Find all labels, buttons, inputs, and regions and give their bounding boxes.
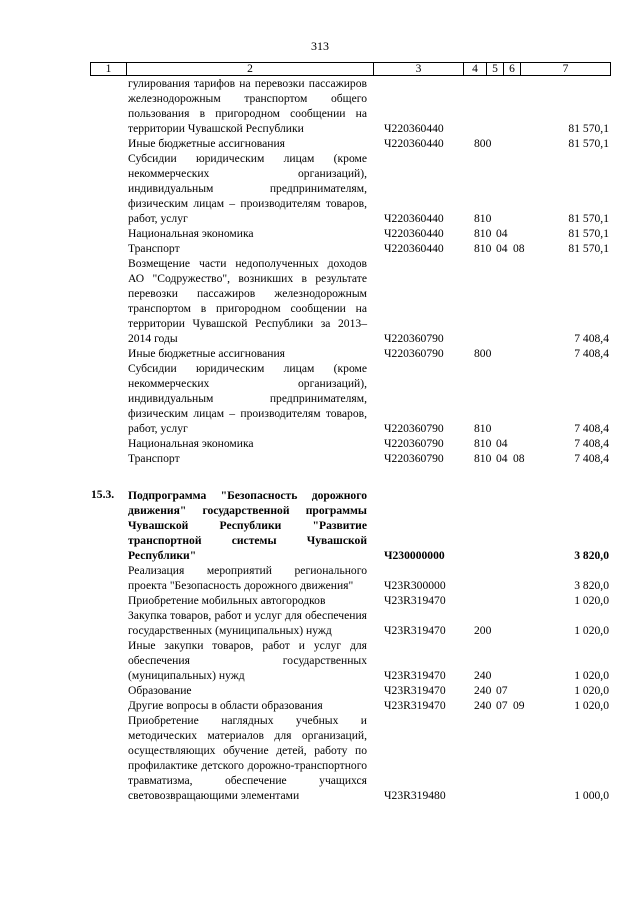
expense-type-code: 810: [474, 242, 492, 255]
amount: 81 570,1: [568, 122, 609, 135]
table-row: [0, 151, 640, 226]
row-description: Транспорт: [128, 452, 180, 465]
target-article-code: Ч23R319470: [384, 699, 446, 712]
row-description: Подпрограмма "Безопасность дорожного движения" государственной программы Чувашской Республики "Развитие транспортной системы Чувашской Республики": [128, 489, 367, 562]
amount: 3 820,0: [574, 549, 609, 562]
row-description: Приобретение мобильных автогородков: [128, 594, 326, 607]
amount: 81 570,1: [568, 212, 609, 225]
expense-type-code: 240: [474, 699, 492, 712]
expense-type-code: 810: [474, 437, 492, 450]
row-description: Транспорт: [128, 242, 180, 255]
target-article-code: Ч23R319470: [384, 669, 446, 682]
amount: 81 570,1: [568, 137, 609, 150]
expense-type-code: 240: [474, 684, 492, 697]
table-row: [0, 683, 640, 698]
target-article-code: Ч220360790: [384, 332, 444, 345]
table-row: [0, 241, 640, 256]
table-row: [0, 346, 640, 361]
amount: 7 408,4: [574, 422, 609, 435]
target-article-code: Ч220360440: [384, 137, 444, 150]
expense-type-code: 800: [474, 347, 492, 360]
amount: 1 000,0: [574, 789, 609, 802]
table-row: [0, 436, 640, 451]
table-row: [0, 593, 640, 608]
section-code: 07: [496, 684, 508, 697]
row-number: 15.3.: [91, 488, 115, 501]
expense-type-code: 810: [474, 422, 492, 435]
amount: 7 408,4: [574, 437, 609, 450]
row-description: Национальная экономика: [128, 437, 254, 450]
subsection-code: 08: [513, 452, 525, 465]
expense-type-code: 810: [474, 212, 492, 225]
section-code: 07: [496, 699, 508, 712]
table-row: [0, 451, 640, 466]
target-article-code: Ч23R319470: [384, 594, 446, 607]
table-row: [0, 361, 640, 436]
row-description: Возмещение части недополученных доходов АО "Содружество", возникших в результате перевозки пассажиров железнодорожным транспортом в пригородном сообщении на территории Чувашской Республики за 2013–2014 годы: [128, 257, 367, 345]
column-header-3: 3: [374, 63, 464, 76]
column-header-1: 1: [91, 63, 127, 76]
row-description: Приобретение наглядных учебных и методических материалов для организаций, осуществляющих обучение детей, работу по профилактике детского дорожно-транспортного травматизма, обеспечение учащихся световозвращающими элементами: [128, 714, 367, 802]
table-row: [0, 226, 640, 241]
row-description: Иные закупки товаров, работ и услуг для обеспечения государственных (муниципальных) нужд: [128, 639, 367, 682]
target-article-code: Ч220360790: [384, 347, 444, 360]
subsection-code: 08: [513, 242, 525, 255]
target-article-code: Ч230000000: [384, 549, 445, 562]
amount: 1 020,0: [574, 669, 609, 682]
column-header-4: 4: [464, 63, 487, 76]
section-code: 04: [496, 242, 508, 255]
column-header-2: 2: [127, 63, 374, 76]
target-article-code: Ч220360440: [384, 122, 444, 135]
row-description: Субсидии юридическим лицам (кроме некоммерческих организаций), индивидуальным предпринимателям, физическим лицам – производителям товаров, работ, услуг: [128, 362, 367, 435]
target-article-code: Ч23R319470: [384, 624, 446, 637]
column-header-5: 5: [487, 63, 504, 76]
amount: 7 408,4: [574, 332, 609, 345]
row-description: Реализация мероприятий регионального проекта "Безопасность дорожного движения": [128, 564, 367, 592]
table-row: [0, 638, 640, 683]
row-description: Образование: [128, 684, 192, 697]
row-description: Национальная экономика: [128, 227, 254, 240]
amount: 81 570,1: [568, 242, 609, 255]
table-row: [0, 608, 640, 638]
column-header-row: [90, 62, 611, 76]
section-code: 04: [496, 437, 508, 450]
expense-type-code: 810: [474, 227, 492, 240]
target-article-code: Ч220360440: [384, 242, 444, 255]
row-description: Иные бюджетные ассигнования: [128, 137, 285, 150]
table-row: [0, 76, 640, 136]
amount: 7 408,4: [574, 347, 609, 360]
target-article-code: Ч220360440: [384, 212, 444, 225]
expense-type-code: 200: [474, 624, 492, 637]
section-code: 04: [496, 227, 508, 240]
table-row: [0, 713, 640, 803]
column-header-7: 7: [521, 63, 611, 76]
target-article-code: Ч220360790: [384, 452, 444, 465]
expense-type-code: 800: [474, 137, 492, 150]
row-description: Иные бюджетные ассигнования: [128, 347, 285, 360]
amount: 1 020,0: [574, 684, 609, 697]
section-code: 04: [496, 452, 508, 465]
target-article-code: Ч220360790: [384, 422, 444, 435]
target-article-code: Ч220360790: [384, 437, 444, 450]
target-article-code: Ч23R300000: [384, 579, 446, 592]
expense-type-code: 810: [474, 452, 492, 465]
subsection-code: 09: [513, 699, 525, 712]
table-row: [0, 698, 640, 713]
section-spacer: [0, 466, 640, 488]
amount: 3 820,0: [574, 579, 609, 592]
expense-type-code: 240: [474, 669, 492, 682]
table-row: [0, 488, 640, 563]
amount: 81 570,1: [568, 227, 609, 240]
row-description: Закупка товаров, работ и услуг для обеспечения государственных (муниципальных) нужд: [128, 609, 367, 637]
row-description: гулирования тарифов на перевозки пассажиров железнодорожным транспортом общего пользования в пригородном сообщении на территории Чувашской Республики: [128, 77, 367, 135]
amount: 1 020,0: [574, 594, 609, 607]
table-row: [0, 563, 640, 593]
row-description: Субсидии юридическим лицам (кроме некоммерческих организаций), индивидуальным предпринимателям, физическим лицам – производителям товаров, работ, услуг: [128, 152, 367, 225]
budget-table-body: [0, 76, 640, 803]
page-number: 313: [311, 39, 329, 53]
row-description: Другие вопросы в области образования: [128, 699, 323, 712]
target-article-code: Ч220360440: [384, 227, 444, 240]
amount: 1 020,0: [574, 699, 609, 712]
target-article-code: Ч23R319470: [384, 684, 446, 697]
table-row: [0, 256, 640, 346]
target-article-code: Ч23R319480: [384, 789, 446, 802]
table-row: [0, 136, 640, 151]
amount: 7 408,4: [574, 452, 609, 465]
amount: 1 020,0: [574, 624, 609, 637]
column-header-6: 6: [504, 63, 521, 76]
